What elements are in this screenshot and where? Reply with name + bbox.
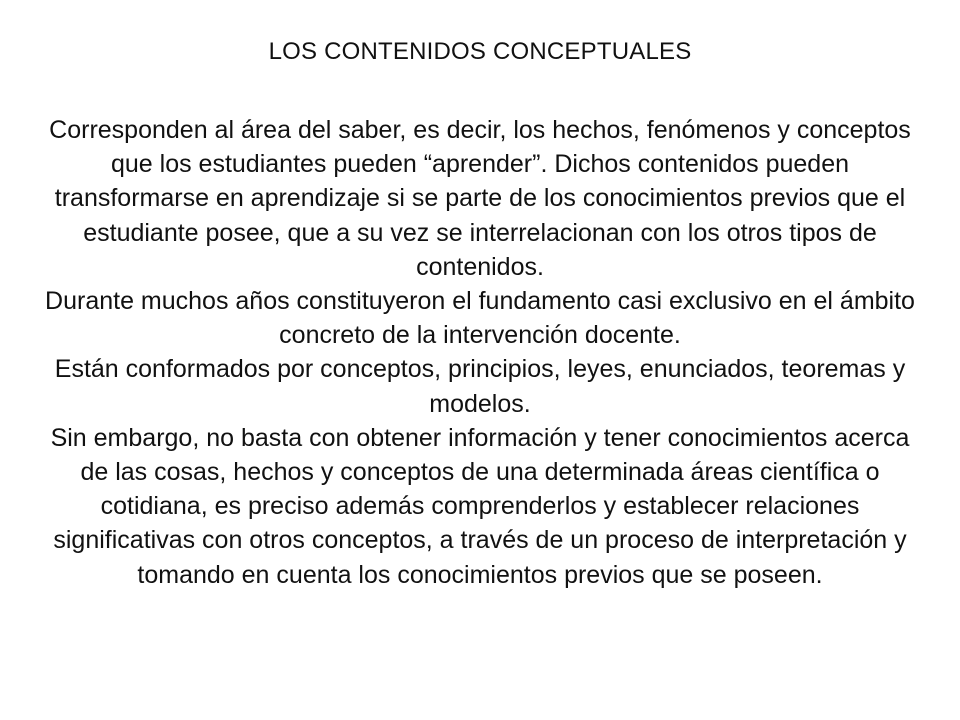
slide-body	[40, 113, 920, 592]
paragraph-composition: Están conformados por conceptos, principios, leyes, enunciados, teoremas y modelos.	[54, 355, 906, 418]
paragraph-history: Durante muchos años constituyeron el fundamento casi exclusivo en el ámbito concreto de la intervención docente.	[45, 287, 915, 350]
slide-title: LOS CONTENIDOS CONCEPTUALES	[268, 38, 692, 65]
paragraph-definition: Corresponden al área del saber, es decir, los hechos, fenómenos y conceptos que los estudiantes pueden “aprender”. Dichos contenidos pueden transformarse en aprendizaje si se parte de los conocimientos previos que el estudiante posee, que a su vez se interrelacionan con los otros tipos de contenidos.	[49, 116, 911, 281]
paragraph-comprehension: Sin embargo, no basta con obtener información y tener conocimientos acerca de las cosas, hechos y conceptos de una determinada áreas científica o cotidiana, es preciso además comprenderlos y establecer relaciones significativas con otros conceptos, a través de un proceso de interpretación y tomando en cuenta los conocimientos previos que se poseen.	[50, 423, 910, 589]
